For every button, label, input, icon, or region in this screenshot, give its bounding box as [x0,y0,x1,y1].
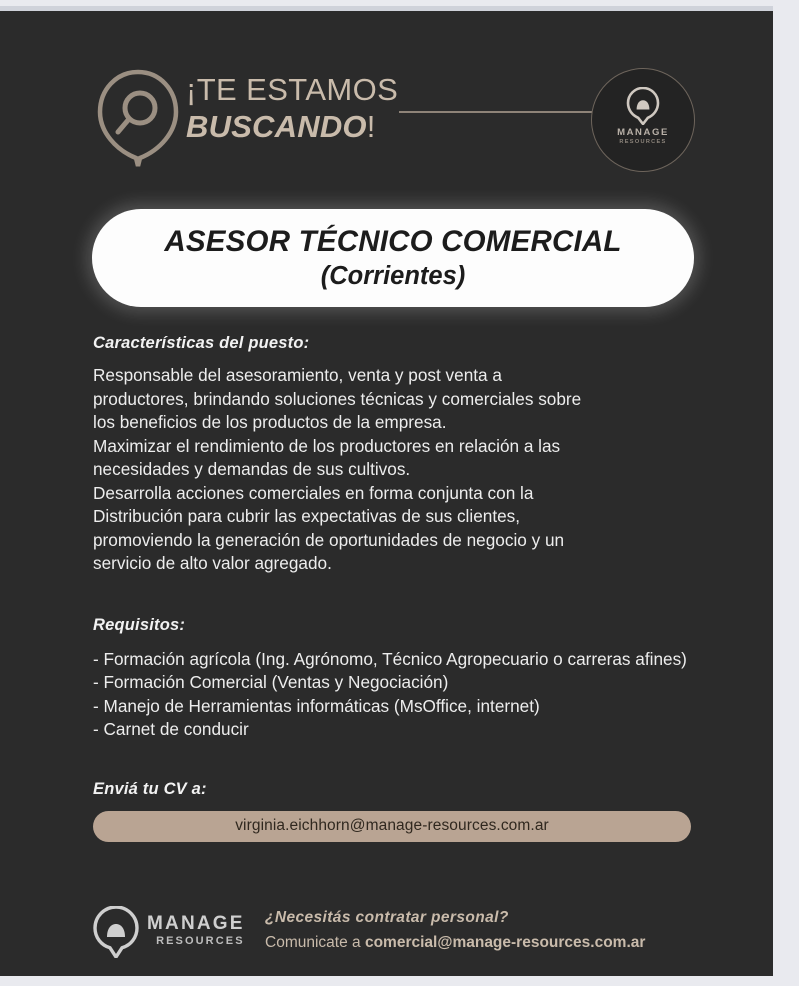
cv-email-pill[interactable] [93,811,691,842]
footer-contact-prefix: Comunicate a [265,934,365,951]
requirement-item: - Carnet de conducir [93,719,249,739]
characteristics-line: Desarrolla acciones comerciales en forma conjunta con la [93,482,534,503]
characteristics-line: promoviendo la generación de oportunidades de negocio y un [93,529,565,550]
requirement-item: - Formación agrícola (Ing. Agrónomo, Técnico Agropecuario o carreras afines) [93,648,687,669]
header-logo-name: MANAGE [617,127,669,138]
job-title-banner [92,209,694,307]
characteristics-line: productores, brindando soluciones técnicas y comerciales sobre [93,388,582,409]
cv-email-address[interactable]: virginia.eichhorn@manage-resources.com.ar [235,817,549,834]
footer-brand-sub: RESOURCES [156,935,245,947]
characteristics-line: Distribución para cubrir las expectativas de sus clientes, [93,506,521,526]
characteristics-line: necesidades y demandas de sus cultivos. [93,459,411,479]
poster-header [0,58,773,184]
footer-brand [147,914,245,948]
footer-brand-name: MANAGE [147,913,245,934]
characteristics-line: Responsable del asesoramiento, venta y post venta a [93,365,502,385]
header-divider-line [399,111,599,113]
characteristics-heading: Características del puesto: [93,334,310,352]
characteristics-paragraph [93,364,693,576]
characteristics-line: servicio de alto valor agregado. [93,553,332,573]
headline-line-2 [186,111,398,142]
footer-contact-email[interactable]: comercial@manage-resources.com.ar [364,934,646,951]
headline-buscando: BUSCANDO [186,109,367,144]
job-title: ASESOR TÉCNICO COMERCIAL [164,225,622,258]
footer-question: ¿Necesitás contratar personal? [265,909,509,926]
requirements-list [93,648,693,742]
footer-contact-line [265,934,645,952]
footer-contact-block [265,909,645,952]
job-location: (Corrientes) [320,262,466,290]
cv-heading: Enviá tu CV a: [93,779,207,798]
poster-footer [93,904,693,964]
characteristics-line: Maximizar el rendimiento de los productores en relación a las [93,435,561,456]
requirement-item: - Formación Comercial (Ventas y Negociación) [93,672,449,692]
headline-exclamation: ! [366,109,376,144]
header-logo-badge [591,68,695,172]
poster-body [93,334,693,842]
poster-card [0,6,773,976]
footer-manage-resources-pin-logo-icon [93,906,139,958]
requirement-item: - Manejo de Herramientas informáticas (MsOffice, internet) [93,695,540,716]
headline [186,74,398,142]
characteristics-line: los beneficios de los productos de la empresa. [93,412,447,432]
search-pin-icon [92,66,184,174]
top-edge-strip [0,6,773,11]
manage-resources-pin-logo-icon [626,87,660,125]
requirements-heading: Requisitos: [93,615,186,634]
header-logo-subname: RESOURCES [619,139,667,145]
headline-line-1: ¡TE ESTAMOS [186,72,399,107]
